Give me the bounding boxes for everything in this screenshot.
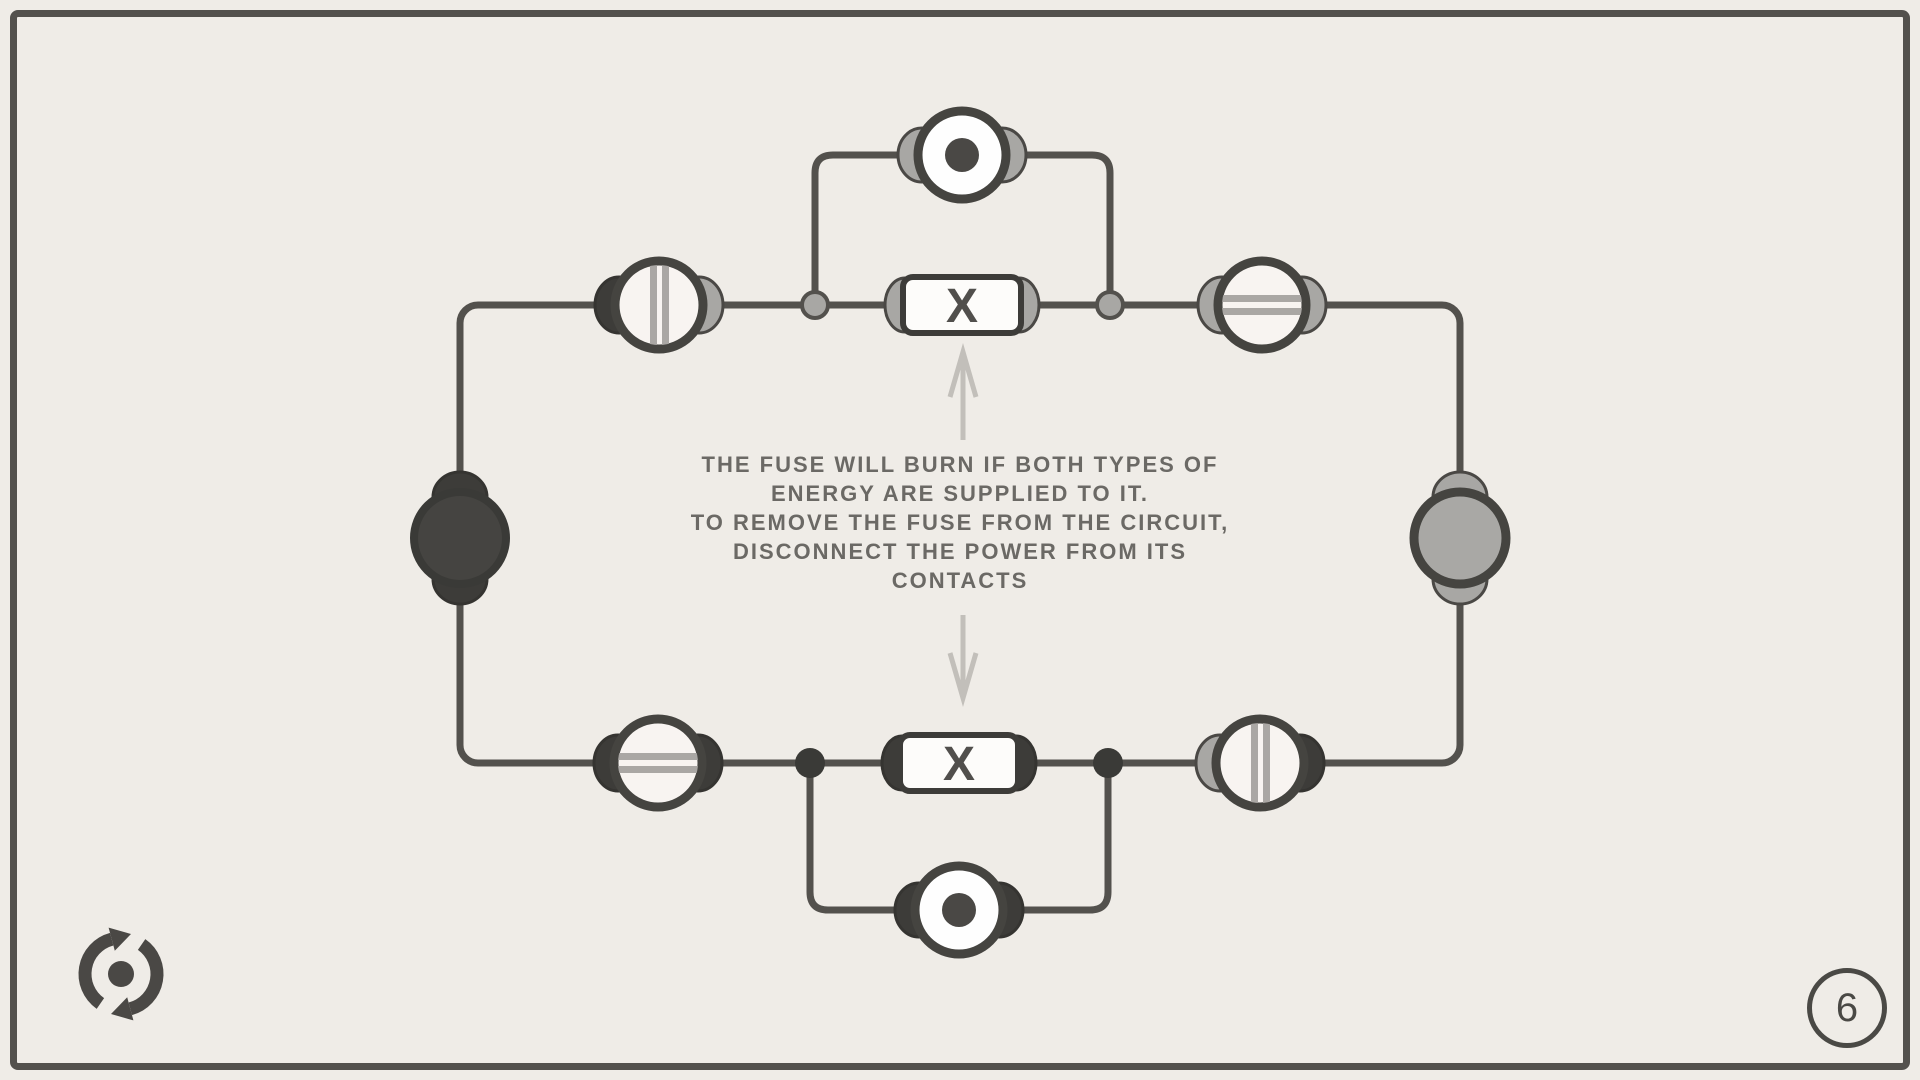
tutorial-line: DISCONNECT THE POWER FROM ITS <box>733 539 1187 564</box>
node-body <box>1218 261 1306 349</box>
tutorial-line: THE FUSE WILL BURN IF BOTH TYPES OF <box>701 452 1219 477</box>
level-number: 6 <box>1835 985 1859 1030</box>
junction-dot-top-right[interactable] <box>1097 292 1123 318</box>
node-body <box>614 719 702 807</box>
restart-button[interactable] <box>51 904 191 1044</box>
level-badge <box>1807 968 1887 1048</box>
node-body <box>1216 719 1304 807</box>
power-node-top[interactable] <box>898 111 1026 199</box>
node-core-dot <box>945 138 979 172</box>
fuse-top[interactable] <box>885 277 1039 333</box>
tutorial-line: CONTACTS <box>891 568 1029 593</box>
striped-node-bottom-left[interactable] <box>594 719 722 807</box>
fuse-x-symbol: X <box>942 738 976 791</box>
restart-icon <box>51 904 191 1044</box>
tutorial-line: ENERGY ARE SUPPLIED TO IT. <box>771 481 1149 506</box>
hint-arrow-up <box>950 352 976 440</box>
striped-node-bottom-right[interactable] <box>1196 719 1324 807</box>
node-body <box>615 261 703 349</box>
node-core-dot <box>942 893 976 927</box>
junction-dot-top-left[interactable] <box>802 292 828 318</box>
tutorial-line: TO REMOVE THE FUSE FROM THE CIRCUIT, <box>690 510 1230 535</box>
tutorial-text <box>0 450 1920 595</box>
striped-node-top-right[interactable] <box>1198 261 1326 349</box>
fuse-bottom[interactable] <box>882 735 1036 791</box>
junction-dot-bottom-right[interactable] <box>1093 748 1123 778</box>
fuse-x-symbol: X <box>945 280 979 333</box>
power-node-bottom[interactable] <box>895 866 1023 954</box>
striped-node-top-left[interactable] <box>595 261 723 349</box>
junction-dot-bottom-left[interactable] <box>795 748 825 778</box>
hint-arrow-down <box>950 615 976 698</box>
